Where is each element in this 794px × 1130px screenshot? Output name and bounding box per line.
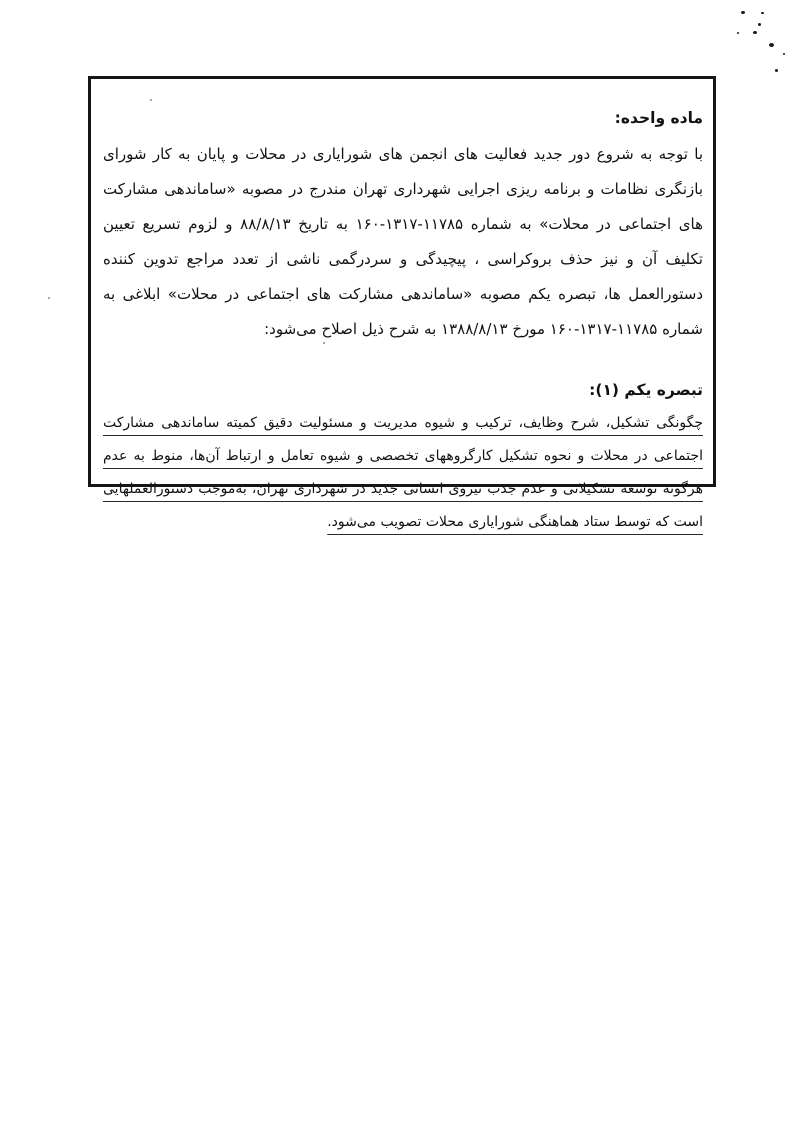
document-frame [88,76,716,530]
article-body: با توجه به شروع دور جدید فعالیت های انجمن های شورایاری در محلات و پایان به کار شورای بازنگری نظامات و برنامه ریزی اجرایی شهرداری تهران مندرج در مصوبه «ساماندهی مشارکت های اجتماعی در محلات» به شماره ⁦۱۶۰-۱۳۱۷-۱۱۷۸۵⁩ به تاریخ ⁦۸۸/۸/۱۳⁩ و لزوم تسریع تعیین تکلیف آن و نیز حذف بروکراسی ، پیچیدگی و سردرگمی ناشی از تعدد مراجع تدوین کننده دستورالعمل ها، تبصره یکم مصوبه «ساماندهی مشارکت های اجتماعی در محلات» ابلاغی به شماره ⁦۱۶۰-۱۳۱۷-۱۱۷۸۵⁩ مورخ ⁦۱۳۸۸/۸/۱۳⁩ به شرح ذیل اصلاح می‌شود: [103,145,704,338]
ink-speck [761,12,764,14]
article-heading: ماده واحده: [614,109,703,127]
note-heading: تبصره یکم (۱): [589,381,703,399]
ink-speck [758,23,761,26]
ink-speck [769,43,774,47]
ink-speck [753,31,757,34]
ink-speck [737,32,739,34]
ink-speck [48,297,50,299]
ink-speck [775,69,778,72]
note-body: چگونگی تشکیل، شرح وظایف، ترکیب و شیوه مدیریت و مسئولیت دقیق کمیته ساماندهی مشارکت اجتماعی در محلات و نحوه تشکیل کارگروههای تخصصی و شیوه تعامل و ارتباط آن‌ها، منوط به عدم هرگونه توسعه تشکیلاتی و عدم جذب نیروی انسانی جدید در شهرداری تهران، به‌موجب دستورالعملهایی است که توسط ستاد هماهنگی شورایاری محلات تصویب می‌شود. [103,415,703,530]
ink-speck [741,11,745,14]
ink-speck [783,53,785,55]
